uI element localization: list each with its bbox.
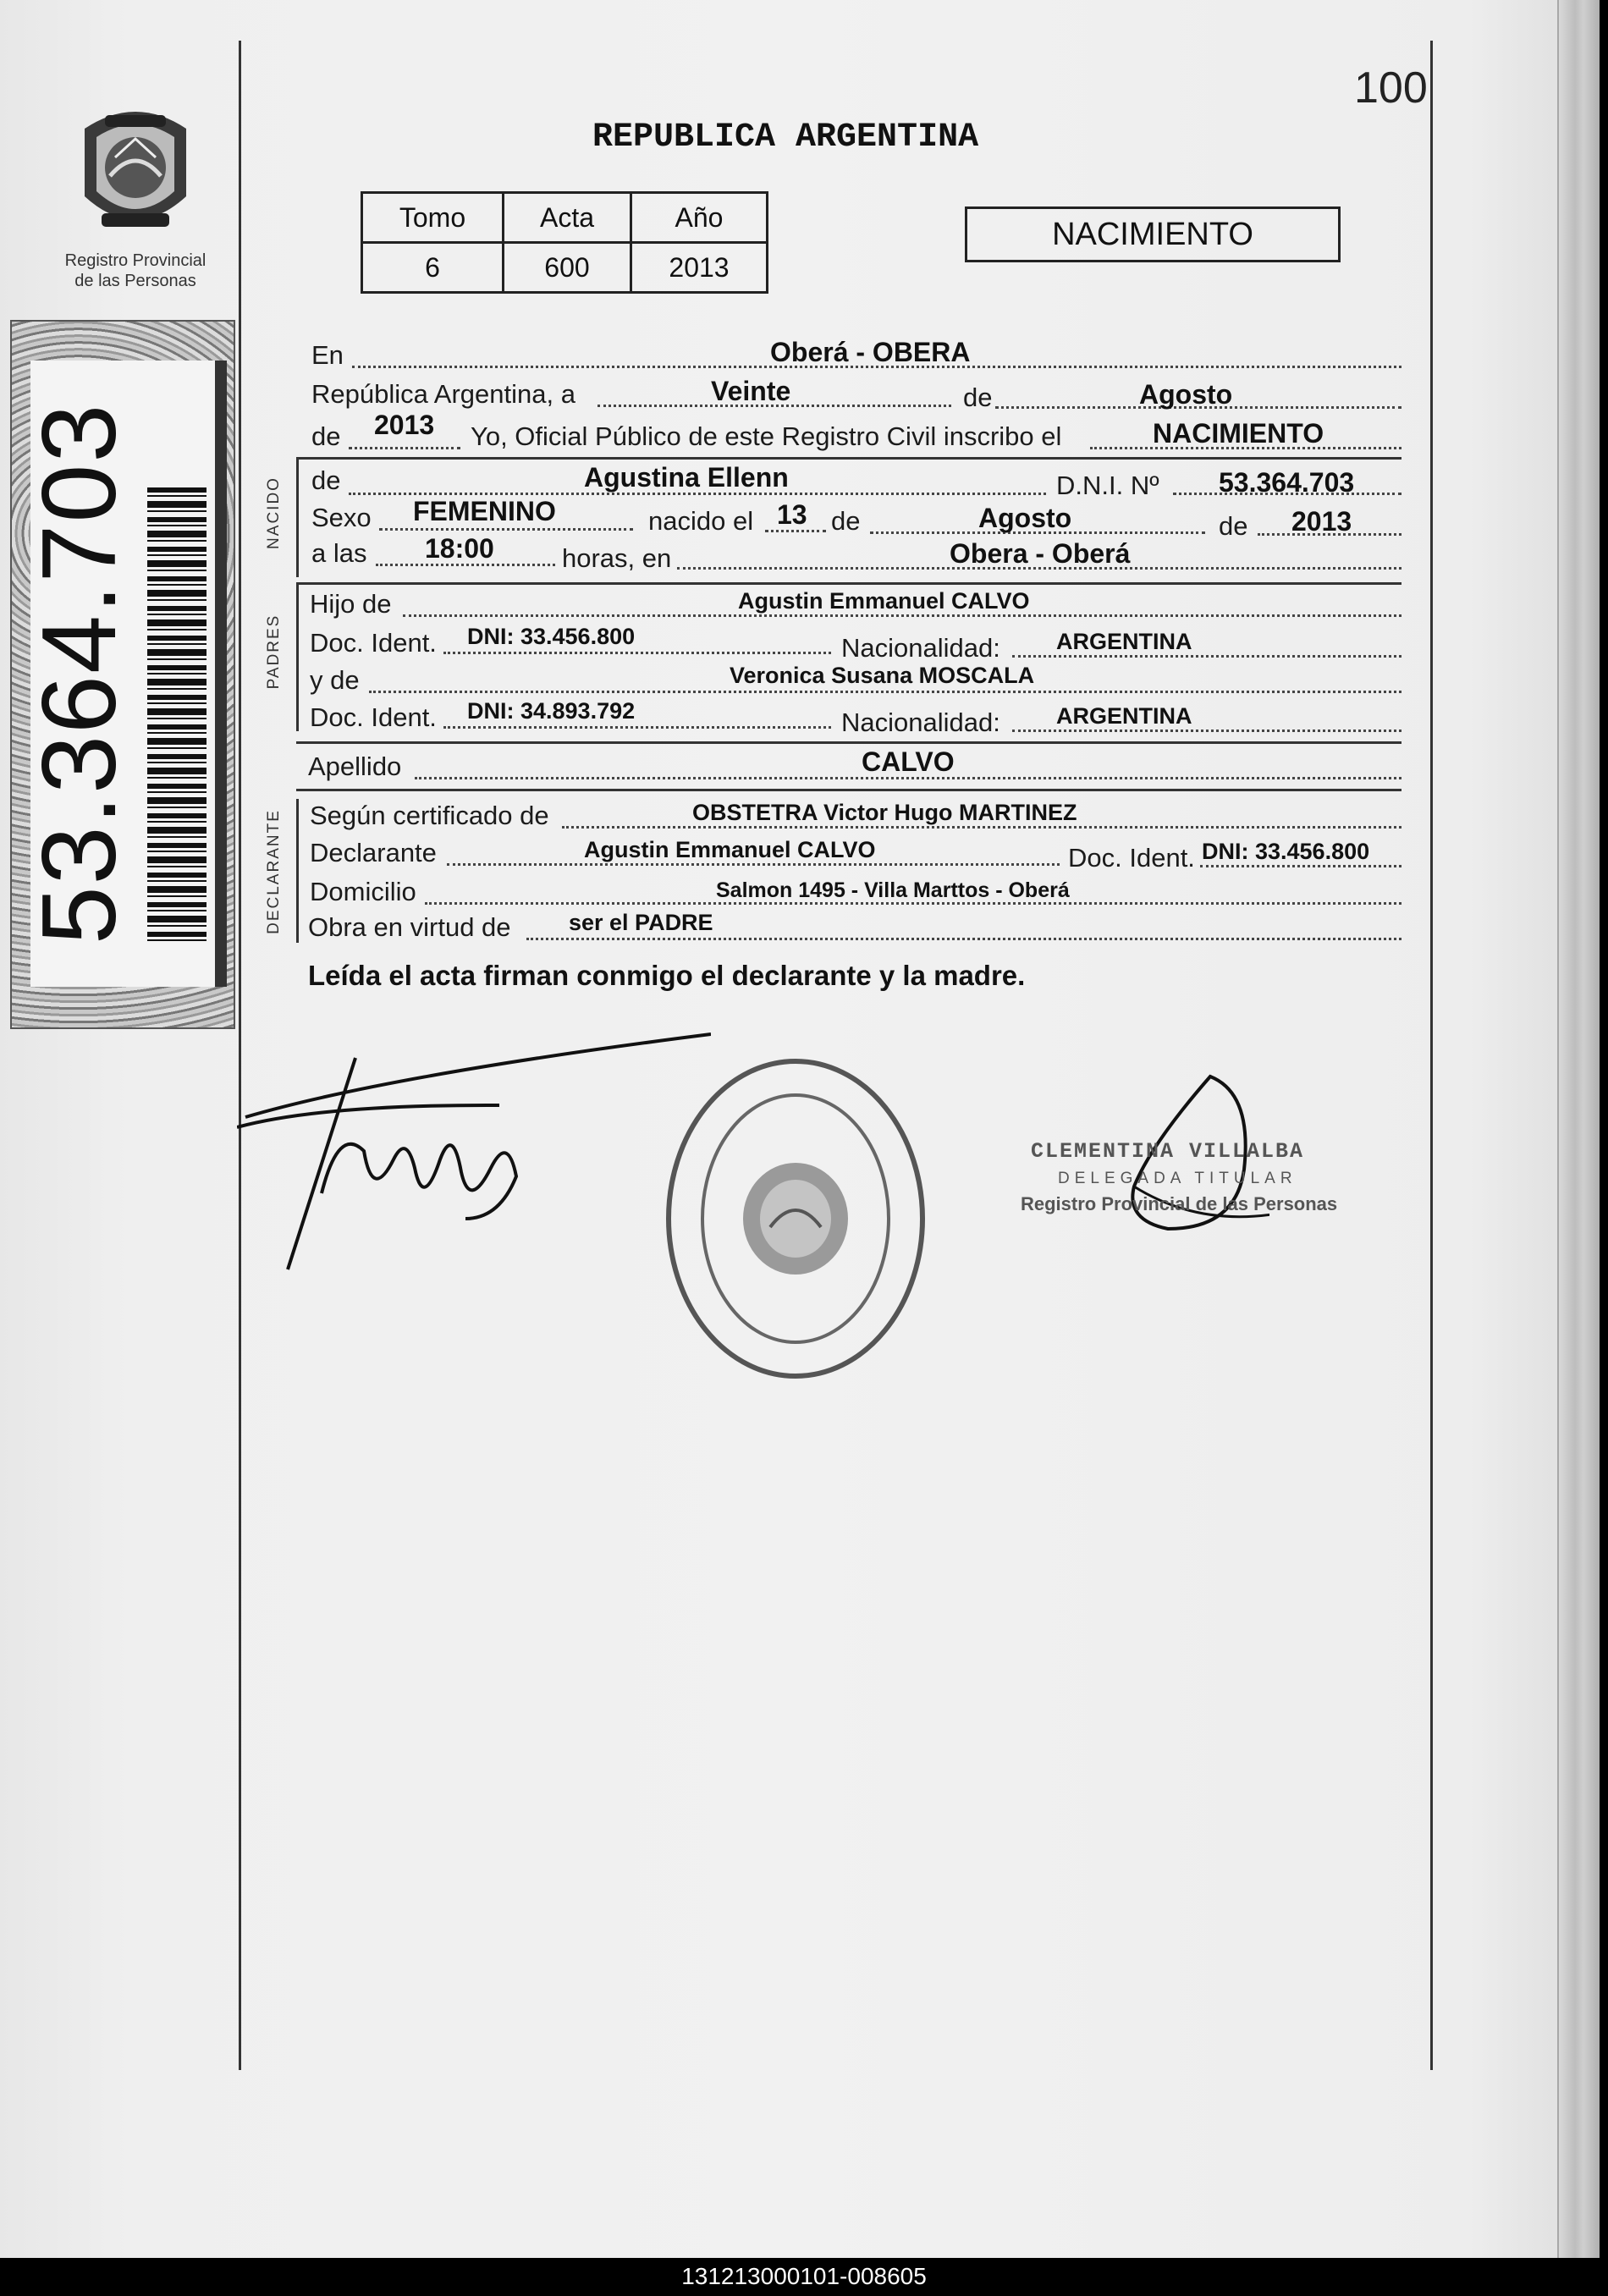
day-text: Veinte	[711, 376, 791, 406]
logo-caption-line-2: de las Personas	[74, 272, 196, 290]
mother-doc: DNI: 34.893.792	[467, 698, 636, 724]
act-word: NACIMIENTO	[1153, 418, 1324, 449]
registry-value-acta: 600	[504, 243, 631, 293]
hijo-de-label: Hijo de	[310, 589, 392, 619]
barcode-label	[21, 361, 227, 987]
act-type-box: NACIMIENTO	[965, 206, 1341, 262]
registry-header-acta: Acta	[504, 193, 631, 243]
registry-value-tomo: 6	[362, 243, 504, 293]
official-seal-icon	[652, 1041, 939, 1396]
sexo-value: FEMENINO	[413, 496, 556, 526]
mother-name: Veronica Susana MOSCALA	[730, 663, 1035, 688]
statement-text: Yo, Oficial Público de este Registro Civil inscribo el	[471, 421, 1062, 451]
mother-doc-label: Doc. Ident.	[310, 702, 437, 732]
section-vertical-line	[296, 457, 299, 577]
page-number: 100	[1354, 63, 1428, 113]
section-separator	[296, 789, 1401, 791]
footer-document-code: 131213000101-008605	[681, 2263, 927, 2289]
registry-table	[361, 191, 768, 294]
sexo-label: Sexo	[311, 503, 372, 532]
official-name: CLEMENTINA VILLALBA	[1031, 1139, 1305, 1164]
registry-value-anio: 2013	[631, 243, 768, 293]
official-office: Registro Provincial de las Personas	[1021, 1193, 1338, 1214]
father-doc: DNI: 33.456.800	[467, 624, 636, 649]
dni-label: D.N.I. Nº	[1056, 471, 1159, 500]
cert-label: Según certificado de	[310, 801, 549, 830]
registry-header-tomo: Tomo	[362, 193, 504, 243]
logo-caption-line-1: Registro Provincial	[64, 251, 207, 270]
padres-section-label: PADRES	[265, 614, 283, 690]
mother-nationality-label: Nacionalidad:	[841, 708, 1000, 737]
birth-time: 18:00	[425, 533, 494, 564]
birth-day: 13	[777, 499, 807, 530]
child-dni: 53.364.703	[1219, 467, 1355, 498]
republica-label: República Argentina, a	[311, 379, 575, 409]
document-title: REPUBLICA ARGENTINA	[592, 118, 979, 157]
barcode-panel	[10, 320, 235, 1029]
mother-nationality: ARGENTINA	[1056, 703, 1192, 729]
child-name: Agustina Ellenn	[584, 462, 789, 493]
reason-value: ser el PADRE	[569, 910, 713, 935]
logo-caption	[42, 251, 229, 291]
birth-year: 2013	[1291, 506, 1352, 537]
section-vertical-line	[296, 799, 299, 943]
province-coat-of-arms-icon	[68, 95, 203, 247]
birth-place: Obera - Oberá	[950, 538, 1131, 569]
registry-table-value-row	[362, 243, 768, 293]
a-las-label: a las	[311, 538, 367, 568]
dotted-line	[349, 447, 460, 449]
page-edge	[1557, 0, 1600, 2258]
closing-statement: Leída el acta firman conmigo el declarante y la madre.	[308, 960, 1026, 991]
de-label-3: de	[1219, 511, 1248, 541]
father-name: Agustin Emmanuel CALVO	[738, 588, 1030, 614]
nacido-section-label: NACIDO	[265, 476, 283, 549]
nacido-de-label: de	[311, 465, 341, 495]
registry-table-header-row	[362, 193, 768, 243]
month-value: Agosto	[1139, 379, 1233, 410]
declarant-doc: DNI: 33.456.800	[1202, 839, 1370, 864]
obra-label: Obra en virtud de	[308, 912, 511, 942]
de-label: de	[963, 383, 993, 412]
father-doc-label: Doc. Ident.	[310, 628, 437, 658]
registry-header-anio: Año	[631, 193, 768, 243]
section-separator	[296, 741, 1401, 744]
en-value: Oberá - OBERA	[770, 337, 971, 367]
section-vertical-line	[296, 582, 299, 731]
horas-label: horas, en	[562, 543, 672, 573]
declarante-section-label: DECLARANTE	[265, 809, 283, 934]
address-value: Salmon 1495 - Villa Marttos - Oberá	[716, 878, 1070, 902]
year-value: 2013	[374, 410, 435, 440]
dotted-line	[379, 528, 633, 531]
y-de-label: y de	[310, 665, 360, 695]
year-prefix-label: de	[311, 421, 341, 451]
birth-month: Agosto	[978, 503, 1072, 533]
apellido-value: CALVO	[862, 746, 955, 777]
right-frame-line	[1430, 41, 1433, 2070]
nacido-el-label: nacido el	[648, 506, 754, 536]
declarant-name: Agustin Emmanuel CALVO	[584, 837, 876, 862]
barcode-number: 53.364.703	[21, 402, 138, 945]
barcode-bars-icon	[147, 487, 207, 944]
domicilio-label: Domicilio	[310, 877, 416, 906]
father-nationality-label: Nacionalidad:	[841, 633, 1000, 663]
official-role: DELEGADA TITULAR	[1058, 1170, 1297, 1187]
de-label-2: de	[831, 506, 861, 536]
certificate-value: OBSTETRA Victor Hugo MARTINEZ	[692, 800, 1077, 825]
section-separator	[296, 457, 1401, 460]
father-nationality: ARGENTINA	[1056, 629, 1192, 654]
apellido-label: Apellido	[308, 752, 402, 781]
declarant-doc-label: Doc. Ident.	[1068, 843, 1195, 873]
declarant-signature	[237, 1024, 711, 1278]
declarante-label: Declarante	[310, 838, 437, 867]
en-label: En	[311, 340, 344, 370]
